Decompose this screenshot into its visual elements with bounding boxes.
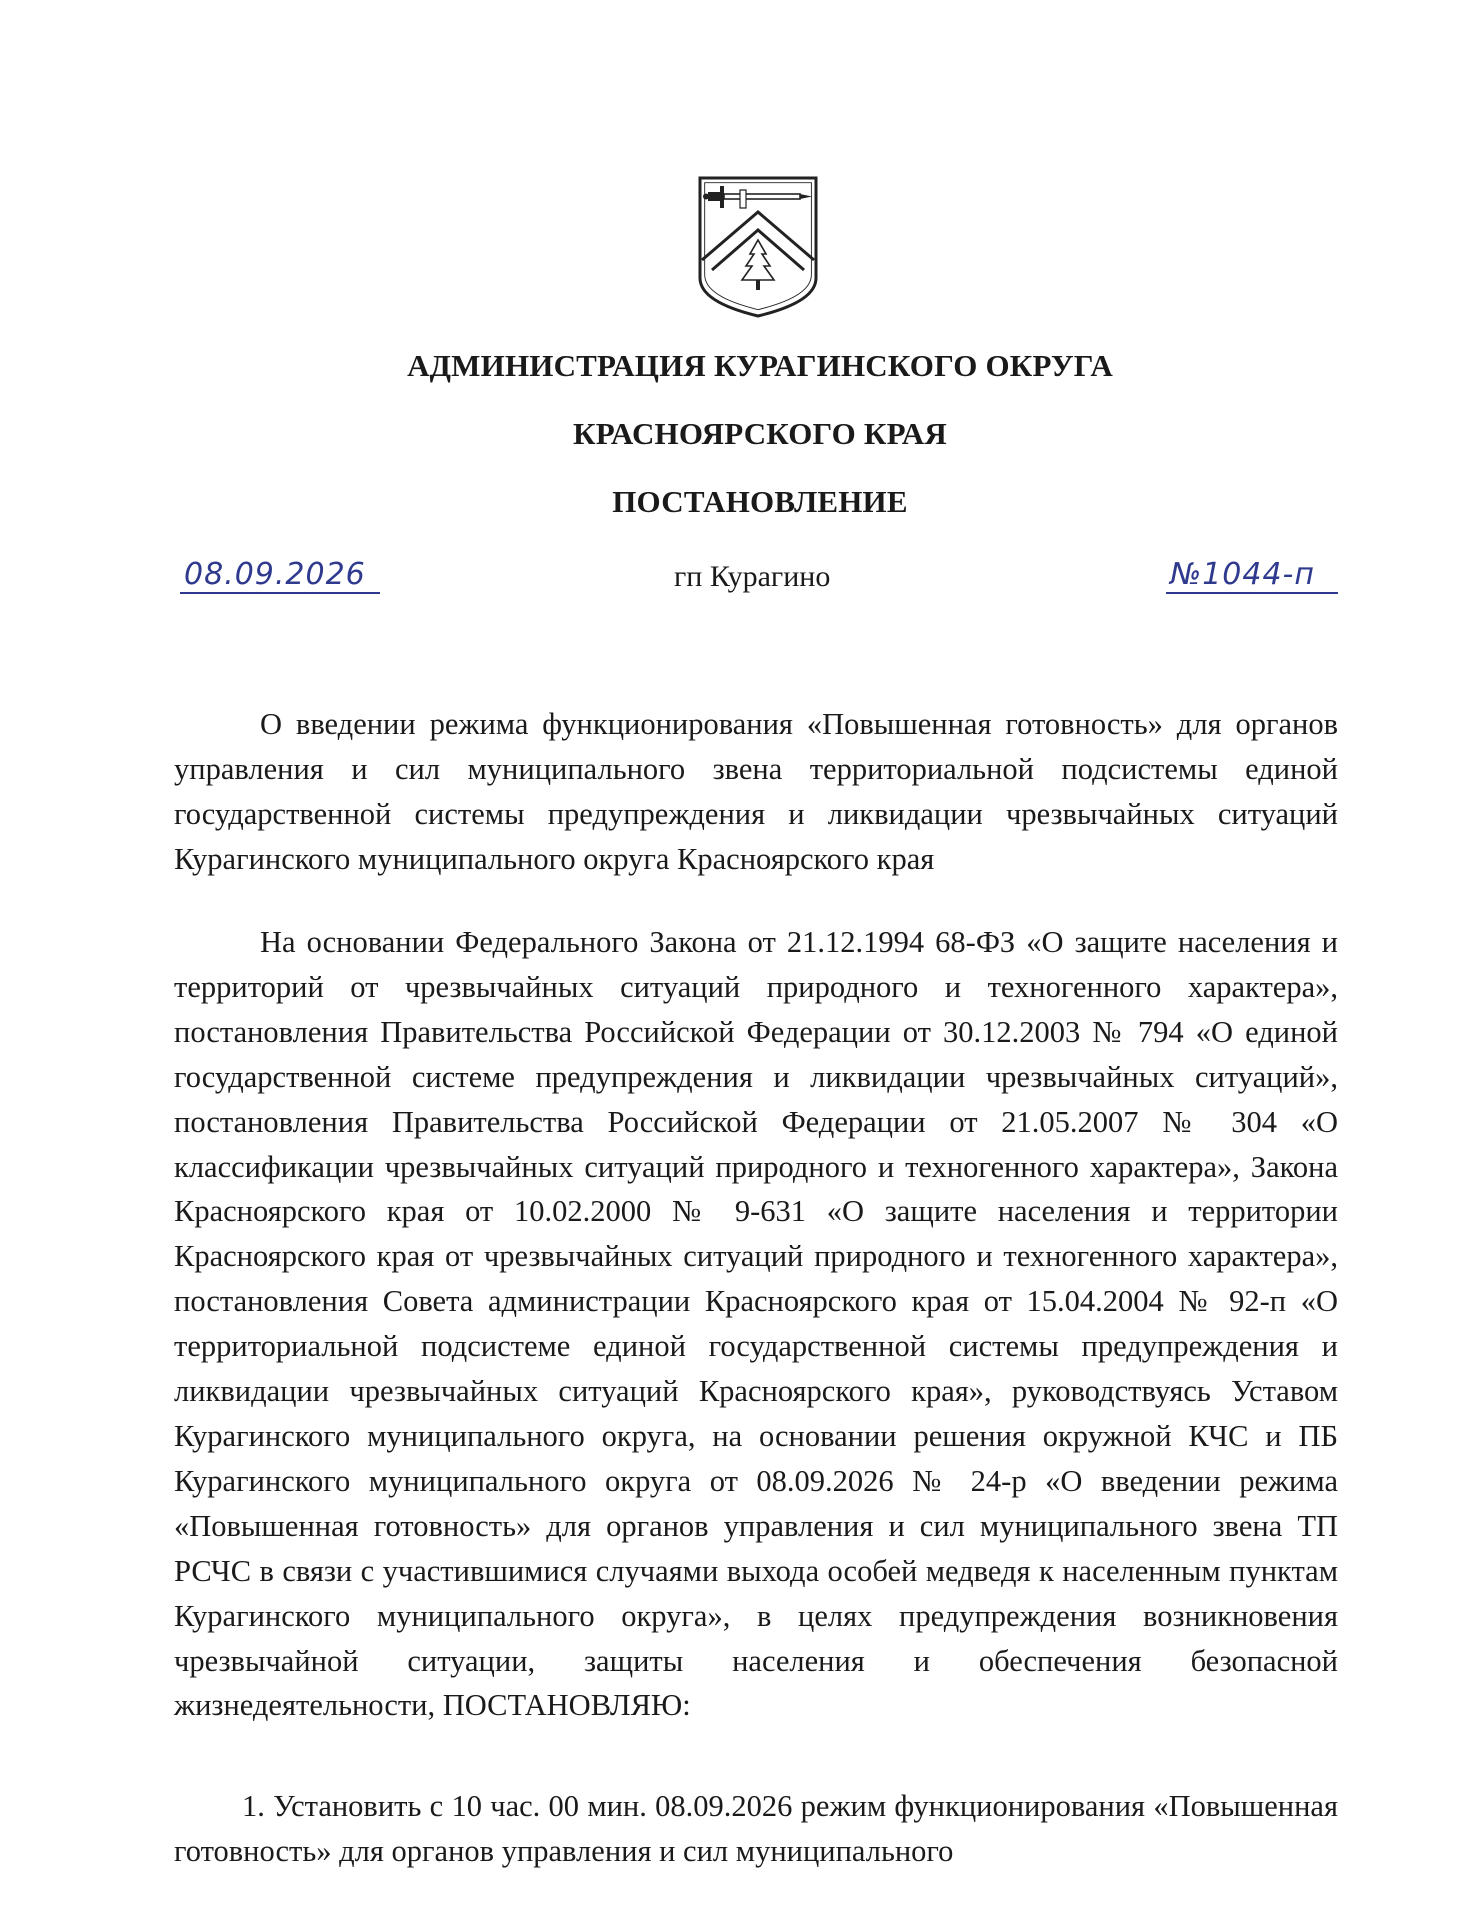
place-of-issue: гп Курагино bbox=[674, 560, 831, 593]
resolution-title: О введении режима функционирования «Повышенная готовность» для органов управления и сил муниципального звена территориальной подсистемы единой государственной системы предупреждения и ликвидации чрезвычайных ситуаций Курагинского муниципального округа Красноярского края bbox=[174, 707, 1338, 876]
org-title-line1: АДМИНИСТРАЦИЯ КУРАГИНСКОГО ОКРУГА bbox=[407, 348, 1113, 383]
handwritten-number: №1044-п bbox=[1166, 558, 1338, 594]
document-type: ПОСТАНОВЛЕНИЕ bbox=[612, 484, 908, 519]
coat-of-arms-icon bbox=[696, 174, 820, 320]
point-1-paragraph: 1. Установить с 10 час. 00 мин. 08.09.2026 режим функционирования «Повышенная готовность» для органов управления и сил муниципального bbox=[174, 1789, 1338, 1868]
org-title-line2: КРАСНОЯРСКОГО КРАЯ bbox=[573, 416, 947, 451]
handwritten-date: 08.09.2026 bbox=[180, 558, 380, 594]
legal-basis-paragraph: На основании Федерального Закона от 21.12.1994 68-ФЗ «О защите населения и территорий от чрезвычайных ситуаций природного и техногенного характера», постановления Правительства Российской Федерации от 30.12.2003 № 794 «О единой государственной системе предупреждения и ликвидации чрезвычайных ситуаций», постановления Правительства Российской Федерации от 21.05.2007 № 304 «О классификации чрезвычайных ситуаций природного и техногенного характера», Закона Красноярского края от 10.02.2000 № 9-631 «О защите населения и территории Красноярского края от чрезвычайных ситуаций природного и техногенного характера», постановления Совета администрации Красноярского края от 15.04.2004 № 92-п «О территориальной подсистеме единой государственной системы предупреждения и ликвидации чрезвычайных ситуаций Красноярского края», руководствуясь Уставом Курагинского муниципального округа, на основании решения окружной КЧС и ПБ Курагинского муниципального округа от 08.09.2026 № 24-р «О введении режима «Повышенная готовность» для органов управления и сил муниципального звена ТП РСЧС в связи с участившимися случаями выхода особей медведя к населенным пунктам Курагинского муниципального округа», в целях предупреждения возникновения чрезвычайной ситуации, защиты населения и обеспечения безопасной жизнедеятельности, ПОСТАНОВЛЯЮ: bbox=[174, 925, 1338, 1723]
